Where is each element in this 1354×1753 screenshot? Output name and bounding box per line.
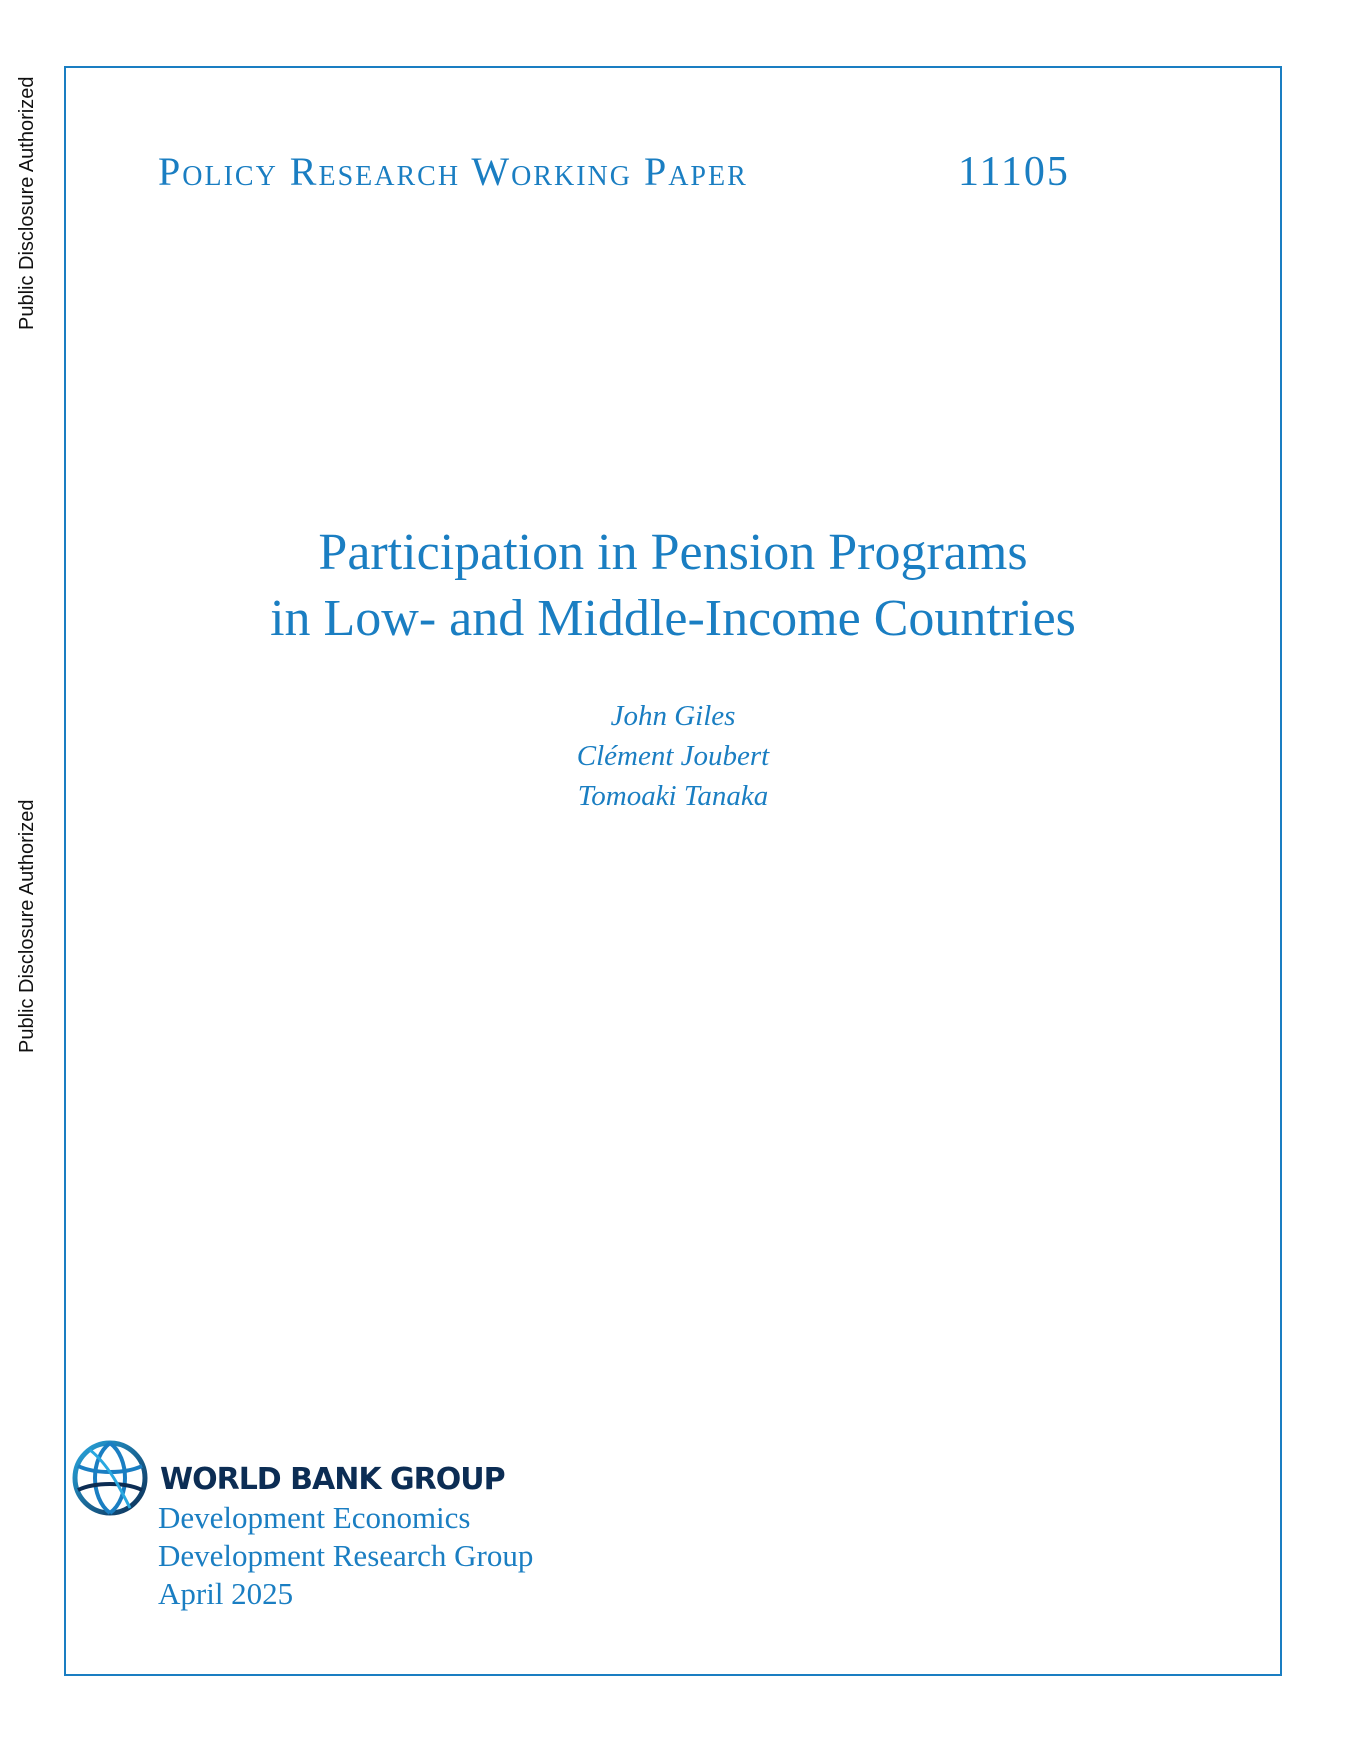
series-title: Policy Research Working Paper xyxy=(158,149,748,194)
disclosure-label-bottom: Public Disclosure Authorized xyxy=(16,799,38,1053)
world-bank-globe-icon xyxy=(70,1438,150,1518)
paper-title-line-1: Participation in Pension Programs xyxy=(318,524,1028,581)
disclosure-label-top: Public Disclosure Authorized xyxy=(16,76,38,330)
author-name: Clément Joubert xyxy=(576,740,770,772)
paper-number: 11105 xyxy=(958,149,1070,195)
world-bank-group-wordmark: WORLD BANK GROUP xyxy=(160,1462,505,1497)
author-list xyxy=(64,696,1282,816)
author-name: Tomoaki Tanaka xyxy=(577,780,769,812)
cover-frame xyxy=(64,66,1282,1676)
paper-title xyxy=(64,520,1282,652)
organization-block xyxy=(158,1499,533,1613)
organization-unit: Development Economics xyxy=(158,1500,471,1535)
publication-date: April 2025 xyxy=(158,1576,294,1611)
paper-title-line-2: in Low- and Middle-Income Countries xyxy=(270,590,1076,647)
organization-group: Development Research Group xyxy=(158,1538,534,1573)
author-name: John Giles xyxy=(610,700,736,732)
